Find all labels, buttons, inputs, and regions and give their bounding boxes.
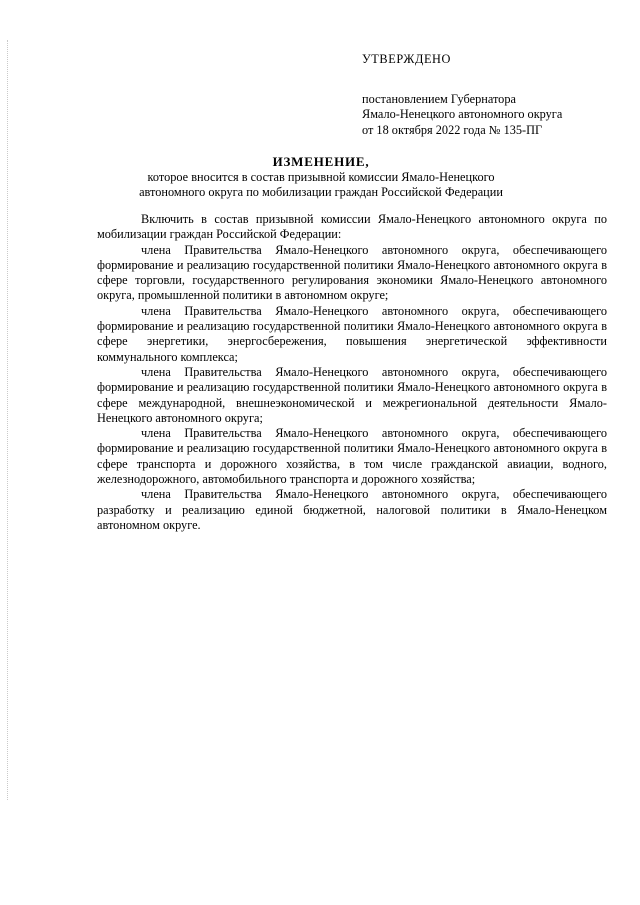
approval-line-3: от 18 октября 2022 года № 135-ПГ [362, 122, 543, 137]
document-body [97, 212, 607, 533]
approval-line-2: Ямало-Ненецкого автономного округа [362, 107, 563, 122]
list-item: члена Правительства Ямало-Ненецкого автономного округа, обеспечивающего формирование и реализацию государственной политики Ямало-Ненецкого автономного округа в сфере энергетики, энергосбережения, повышения энергетической эффективности коммунального комплекса; [97, 303, 607, 364]
list-item: члена Правительства Ямало-Ненецкого автономного округа, обеспечивающего формирование и реализацию государственной политики Ямало-Ненецкого автономного округа в сфере торговли, государственного регулирования экономики Ямало-Ненецкого автономного округа, промышленной политики в автономном округе; [97, 242, 607, 303]
list-item: члена Правительства Ямало-Ненецкого автономного округа, обеспечивающего формирование и реализацию государственной политики Ямало-Ненецкого автономного округа в сфере транспорта и дорожного хозяйства, в том числе гражданской авиации, водного, железнодорожного, автомобильного транспорта и дорожного хозяйства; [97, 426, 607, 487]
approval-header: УТВЕРЖДЕНО [362, 52, 452, 66]
approval-line-1: постановлением Губернатора [362, 92, 516, 106]
document-subtitle-line-1: которое вносится в состав призывной комиссии Ямало-Ненецкого [147, 170, 495, 184]
list-item: члена Правительства Ямало-Ненецкого автономного округа, обеспечивающего разработку и реализацию единой бюджетной, налоговой политики в Ямало-Ненецком автономном округе. [97, 487, 607, 532]
document-title: ИЗМЕНЕНИЕ, [272, 154, 370, 169]
scan-edge-divider [7, 40, 9, 800]
list-item: члена Правительства Ямало-Ненецкого автономного округа, обеспечивающего формирование и реализацию государственной политики Ямало-Ненецкого автономного округа в сфере международной, внешнеэкономической и межрегиональной деятельности Ямало-Ненецкого автономного округа; [97, 364, 607, 425]
intro-paragraph: Включить в состав призывной комиссии Ямало-Ненецкого автономного округа по мобилизации граждан Российской Федерации: [97, 212, 607, 242]
document-subtitle-line-2: автономного округа по мобилизации граждан Российской Федерации [139, 185, 503, 200]
approval-block [362, 92, 622, 138]
document-heading [90, 154, 552, 200]
